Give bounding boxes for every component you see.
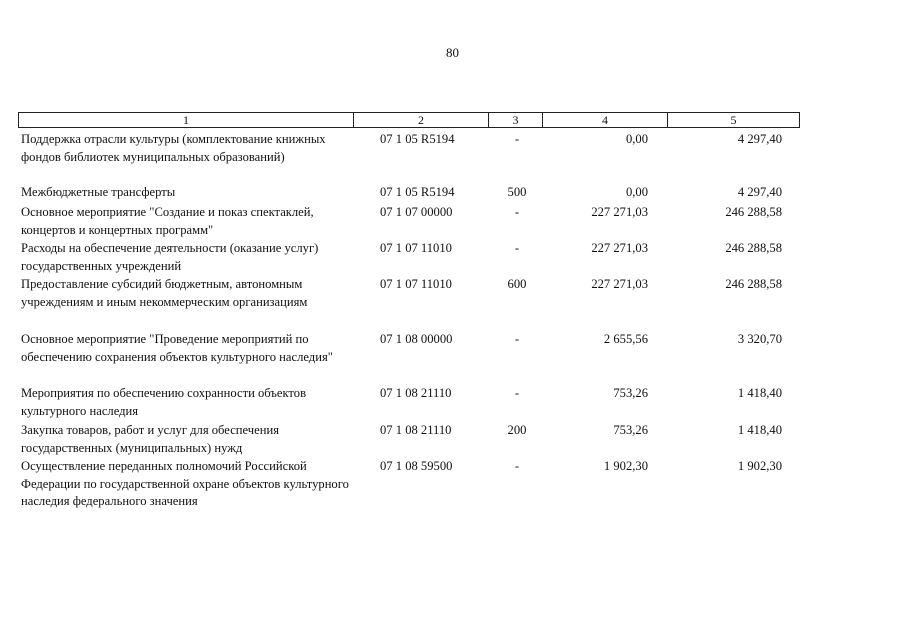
row-name: Основное мероприятие "Проведение мероприятий по обеспечению сохранения объектов культурного наследия" [21,332,333,364]
row-value-2: 246 288,58 [725,277,782,291]
row-code: 07 1 08 00000 [380,332,453,346]
row-value-1: 2 655,56 [603,332,648,346]
row-expense-type: 600 [507,277,527,291]
row-code: 07 1 08 59500 [380,459,453,473]
column-header-5: 5 [730,113,737,127]
row-expense-type: 200 [507,423,527,437]
row-value-2: 1 418,40 [737,386,782,400]
row-value-1: 227 271,03 [591,205,648,219]
row-name: Поддержка отрасли культуры (комплектование книжных фондов библиотек муниципальных образований) [21,132,326,164]
row-value-2: 1 902,30 [737,459,782,473]
table-header [18,112,800,128]
row-name: Осуществление переданных полномочий Российской Федерации по государственной охране объектов культурного наследия федерального значения [21,459,349,508]
row-value-1: 227 271,03 [591,277,648,291]
row-name: Расходы на обеспечение деятельности (оказание услуг) государственных учреждений [21,241,319,273]
row-code: 07 1 05 R5194 [380,185,455,199]
row-code: 07 1 07 11010 [380,277,452,291]
column-header-4: 4 [543,113,668,127]
row-value-1: 227 271,03 [591,241,648,255]
row-name: Межбюджетные трансферты [21,185,176,199]
row-name: Предоставление субсидий бюджетным, автономным учреждениям и иным некоммерческим организациям [21,277,308,309]
row-code: 07 1 08 21110 [380,386,452,400]
row-expense-type: - [514,332,520,346]
row-expense-type: - [514,459,520,473]
page-number: 80 [446,45,459,60]
row-value-1: 0,00 [625,185,648,199]
row-expense-type: - [514,205,520,219]
row-expense-type: - [514,132,520,146]
column-header-2: 2 [354,113,489,127]
row-expense-type: - [514,241,520,255]
row-code: 07 1 08 21110 [380,423,452,437]
row-value-2: 246 288,58 [725,205,782,219]
row-value-2: 246 288,58 [725,241,782,255]
row-expense-type: 500 [507,185,527,199]
row-name: Мероприятия по обеспечению сохранности объектов культурного наследия [21,386,307,418]
row-code: 07 1 05 R5194 [380,132,455,146]
row-value-1: 0,00 [625,132,648,146]
row-name: Основное мероприятие "Создание и показ спектаклей, концертов и концертных программ" [21,205,314,237]
row-value-1: 753,26 [613,423,648,437]
column-header-3: 3 [489,113,543,127]
column-header-1: 1 [19,113,354,127]
row-value-2: 4 297,40 [737,132,782,146]
row-value-2: 3 320,70 [737,332,782,346]
row-value-1: 753,26 [613,386,648,400]
row-value-1: 1 902,30 [603,459,648,473]
row-value-2: 1 418,40 [737,423,782,437]
row-code: 07 1 07 00000 [380,205,453,219]
row-name: Закупка товаров, работ и услуг для обеспечения государственных (муниципальных) нужд [21,423,280,455]
row-value-2: 4 297,40 [737,185,782,199]
row-code: 07 1 07 11010 [380,241,452,255]
row-expense-type: - [514,386,520,400]
